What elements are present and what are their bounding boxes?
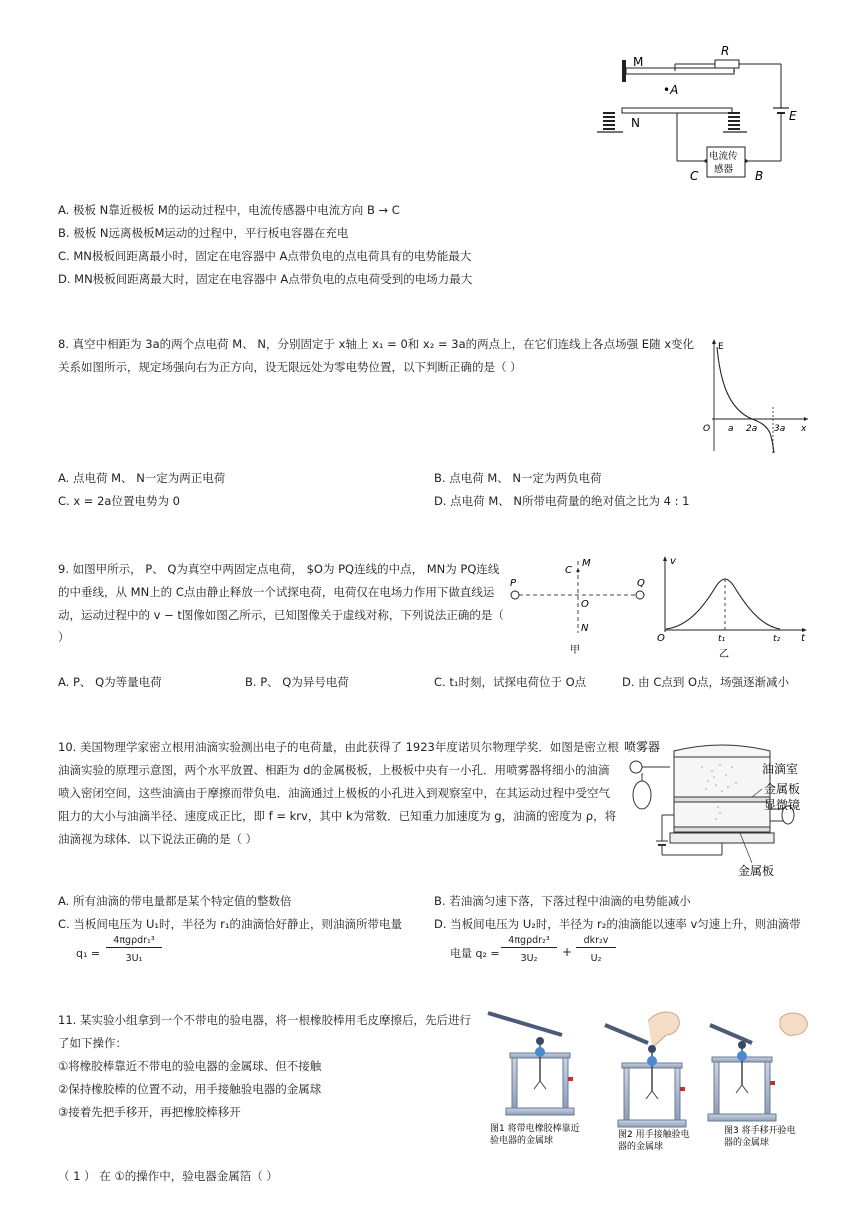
q9-tick-t1: t₁ [718, 634, 726, 644]
q7-label-n: N [631, 116, 640, 130]
q10-option-c-line1: C. 当板间电压为 U₁时，半径为 r₁的油滴恰好静止，则油滴所带电量 [58, 917, 403, 931]
q10-label-plate-bottom: 金属板 [738, 864, 775, 878]
q7-label-e: E [789, 109, 797, 123]
q10-option-c-denominator: 3U₁ [125, 953, 143, 964]
q11-fig2-caption-1: 图2 用手接触验电 [618, 1130, 690, 1140]
q10-option-b: B. 若油滴匀速下落，下落过程中油滴的电势能减小 [434, 894, 691, 908]
q9-axis-v: v [670, 556, 676, 567]
q7-label-c: C [690, 169, 699, 183]
q7-label-a: •A [663, 83, 679, 97]
q9-stem-line-2: 的中垂线，从 MN上的 C点由静止释放一个试探电荷，电荷仅在电场力作用下做直线运 [58, 585, 495, 599]
q11-fig1-caption-1: 图1 将带电橡胶棒靠近 [490, 1124, 580, 1134]
q11-step-2: ②保持橡胶棒的位置不动，用手接触验电器的金属球 [58, 1082, 322, 1096]
q7-sensor-label-1: 电流传 [709, 151, 738, 162]
q7-circuit-figure [595, 40, 795, 185]
q10-option-d-numerator-2: dkr₂v [576, 935, 616, 948]
q10-option-d-plus: + [562, 945, 573, 959]
q11-stem-line-2: 了如下操作： [58, 1036, 127, 1050]
q11-fig2-caption-2: 器的金属球 [618, 1142, 664, 1152]
q8-option-d: D. 点电荷 M、 N所带电荷量的绝对值之比为 4 : 1 [434, 494, 690, 508]
q11-stem-line-1: 11. 某实验小组拿到一个不带电的验电器，将一根橡胶棒用毛皮摩擦后，先后进行 [58, 1013, 471, 1027]
q10-option-d-numerator-1: 4πgρdr₂³ [501, 935, 557, 948]
q11-fig3-caption-1: 图3 将手移开验电 [724, 1126, 796, 1136]
q11-fig3-caption-2: 器的金属球 [724, 1138, 770, 1148]
q10-stem-line-1: 10. 美国物理学家密立根用油滴实验测出电子的电荷量，由此获得了 1923年度诺贝尔物理学奖．如图是密立根 [58, 740, 619, 754]
q8-axis-e: E [718, 342, 724, 352]
q9-option-d: D. 由 C点到 O点，场强逐渐减小 [622, 675, 790, 689]
q10-option-d-denominator-1: 3U₂ [520, 953, 538, 964]
q9-label-p: P [510, 578, 517, 589]
q11-electroscope-figures [480, 1005, 815, 1157]
q10-label-plate-top: 金属板 [764, 782, 801, 796]
q9-stem-line-4: ） [58, 630, 70, 644]
q7-option-b: B. 极板 N远离极板M运动的过程中，平行板电容器在充电 [58, 226, 349, 240]
q9-option-b: B. P、 Q为异号电荷 [245, 675, 349, 689]
q7-option-a: A. 极板 N靠近极板 M的运动过程中，电流传感器中电流方向 B → C [58, 203, 400, 217]
q10-option-a: A. 所有油滴的带电量都是某个特定值的整数倍 [58, 894, 292, 908]
q8-stem-line-2: 关系如图所示，规定场强向右为正方向，设无限远处为零电势位置，以下判断正确的是（ ） [58, 360, 522, 374]
q9-label-q: Q [637, 578, 645, 589]
q8-tick-3a: 3a [774, 424, 786, 434]
q10-label-sprayer: 喷雾器 [624, 740, 661, 754]
q10-option-c-lhs: q₁ = [76, 947, 101, 960]
q8-tick-2a: 2a [746, 424, 758, 434]
q11-step-3: ③接着先把手移开，再把橡胶棒移开 [58, 1105, 241, 1119]
q10-label-chamber: 油滴室 [762, 762, 799, 776]
q9-tick-t2: t₂ [773, 634, 781, 644]
q10-option-d-denominator-2: U₂ [590, 953, 602, 964]
q10-stem-line-2: 油滴实验的原理示意图，两个水平放置、相距为 d的金属极板，上极板中央有一小孔．用喷雾器将细小的油滴 [58, 763, 610, 777]
q9-stem-line-1: 9. 如图甲所示， P、 Q为真空中两固定点电荷， $O为 PQ连线的中点， MN为 PQ连线 [58, 562, 500, 576]
q7-label-b: B [755, 169, 764, 183]
q9-option-c: C. t₁时刻，试探电荷位于 O点 [434, 675, 587, 689]
q10-label-microscope: 显微镜 [764, 798, 801, 812]
q8-axis-x: x [801, 424, 807, 434]
q10-stem-line-3: 喷入密闭空间，这些油滴由于摩擦而带负电．油滴通过上极板的小孔进入到观察室中，在其运动过程中受空气 [58, 786, 610, 800]
q8-e-x-graph [700, 335, 810, 457]
q9-label-m: M [582, 558, 591, 569]
q10-stem-line-4: 阻力的大小与油滴半径、速度成正比，即 f = krv，其中 k为常数．已知重力加速度为 g，油滴的密度为 ρ，将 [58, 809, 617, 823]
q9-origin: O [657, 633, 665, 644]
q9-option-a: A. P、 Q为等量电荷 [58, 675, 162, 689]
q9-label-n: N [581, 623, 589, 634]
q9-label-o: O [581, 599, 589, 610]
q11-fig1-caption-2: 验电器的金属球 [490, 1136, 554, 1146]
q9-axis-t: t [801, 633, 805, 644]
q10-option-d-lhs: 电量 q₂ = [450, 947, 500, 960]
q8-stem-line-1: 8. 真空中相距为 3a的两个点电荷 M、 N，分别固定于 x轴上 x₁ = 0和 x₂ = 3a的两点上，在它们连线上各点场强 E随 x变化 [58, 337, 695, 351]
q7-label-r: R [721, 44, 730, 58]
q9-caption-yi: 乙 [719, 649, 729, 660]
q9-label-c: C [565, 565, 572, 576]
q9-stem-line-3: 动，运动过程中的 v − t图像如图乙所示，已知图像关于虚线对称，下列说法正确的是（ [58, 608, 504, 622]
q7-option-d: D. MN极板间距离最大时，固定在电容器中 A点带负电的点电荷受到的电场力最大 [58, 272, 473, 286]
q10-stem-line-5: 油滴视为球体．以下说法正确的是（ ） [58, 832, 258, 846]
q7-sensor-label-2: 感器 [714, 164, 734, 175]
q10-option-d-line1: D. 当板间电压为 U₂时，半径为 r₂的油滴能以速率 v匀速上升，则油滴带 [434, 917, 801, 931]
q10-option-c-numerator: 4πgρdr₁³ [106, 935, 162, 948]
q9-figure-yi [655, 552, 815, 664]
q8-option-b: B. 点电荷 M、 N一定为两负电荷 [434, 471, 602, 485]
q8-option-c: C. x = 2a位置电势为 0 [58, 494, 180, 508]
q8-origin: O [703, 424, 711, 434]
q7-label-m: M [633, 55, 644, 69]
q8-option-a: A. 点电荷 M、 N一定为两正电荷 [58, 471, 226, 485]
q11-step-1: ①将橡胶棒靠近不带电的验电器的金属球、但不接触 [58, 1059, 322, 1073]
q9-caption-jia: 甲 [570, 645, 580, 656]
q8-tick-a: a [728, 424, 734, 434]
q11-sub-question-1: （ 1 ） 在 ①的操作中，验电器金属箔（ ） [58, 1169, 278, 1183]
q10-millikan-figure [622, 737, 812, 883]
q7-option-c: C. MN极板间距离最小时，固定在电容器中 A点带负电的点电荷具有的电势能最大 [58, 249, 472, 263]
q9-figure-jia [507, 555, 652, 660]
